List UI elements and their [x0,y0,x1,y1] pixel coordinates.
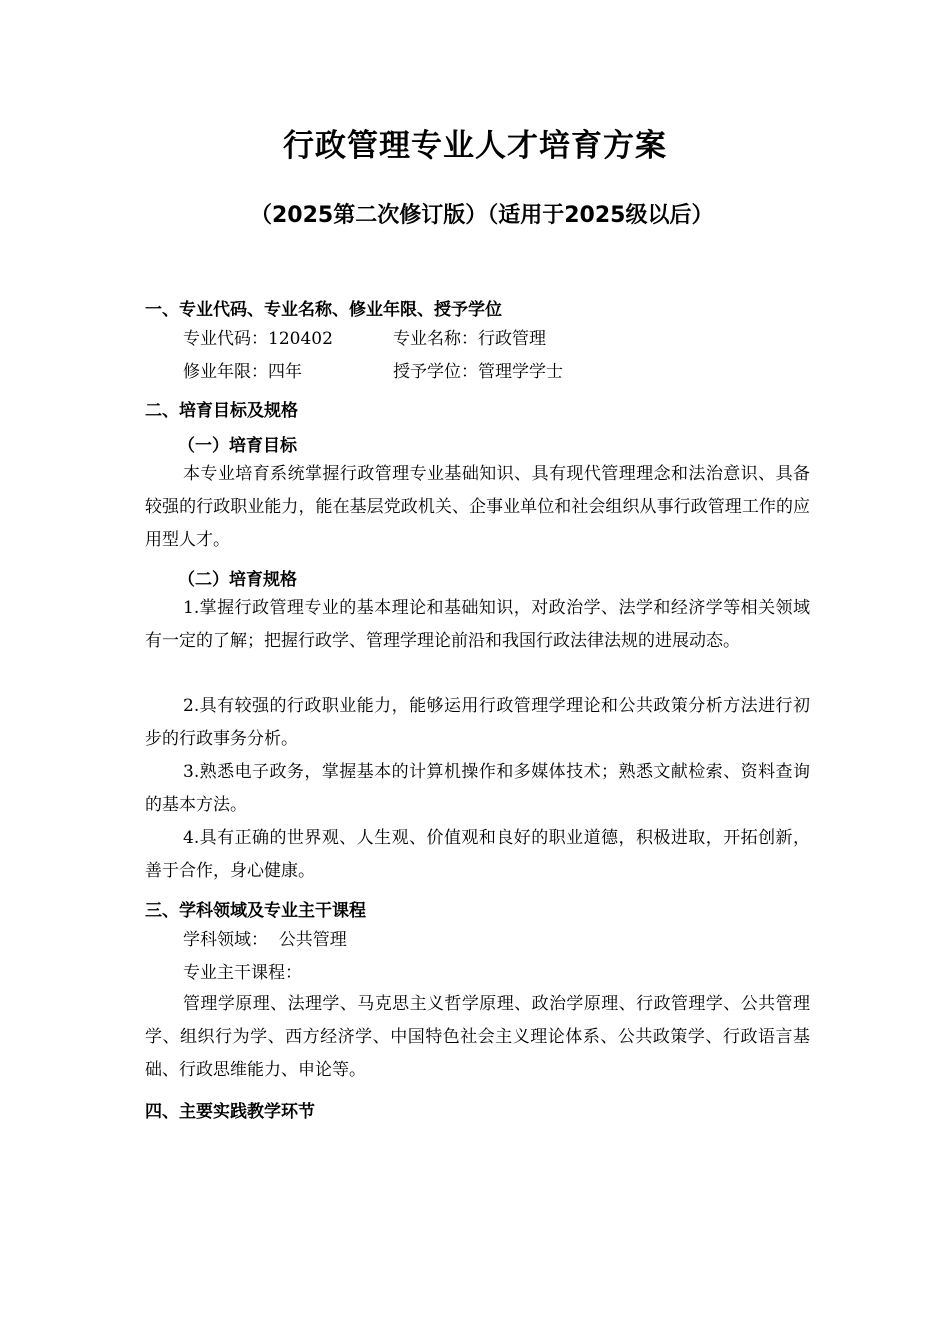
section1-heading: 一、专业代码、专业名称、修业年限、授予学位 [145,300,502,320]
section2-heading: 二、培育目标及规格 [145,401,298,421]
goal-heading: （一）培育目标 [178,436,297,456]
spec-item-4: 4.具有正确的世界观、人生观、价值观和良好的职业道德，积极进取，开拓创新，善于合作，身心健康。 [145,828,810,881]
major-code: 专业代码：120402 [183,329,333,349]
spec-item-1: 1.掌握行政管理专业的基本理论和基础知识，对政治学、法学和经济学等相关领域有一定的了解；把握行政学、管理学理论前沿和我国行政法律法规的进展动态。 [145,598,810,651]
core-courses-list: 管理学原理、法理学、马克思主义哲学原理、政治学原理、行政管理学、公共管理学、组织行为学、西方经济学、中国特色社会主义理论体系、公共政策学、行政语言基础、行政思维能力、申论等。 [145,994,810,1080]
document-subtitle: （2025第二次修订版）（适用于2025级以后） [250,203,714,228]
spec-item-3: 3.熟悉电子政务，掌握基本的计算机操作和多媒体技术；熟悉文献检索、资料查询的基本方法。 [145,762,810,815]
study-years: 修业年限：四年 [183,362,302,382]
degree-awarded: 授予学位：管理学学士 [393,362,563,382]
spec-heading: （二）培育规格 [178,570,297,590]
document-title: 行政管理专业人才培育方案 [283,128,667,164]
goal-paragraph: 本专业培育系统掌握行政管理专业基础知识、具有现代管理理念和法治意识、具备较强的行政职业能力，能在基层党政机关、企事业单位和社会组织从事行政管理工作的应用型人才。 [145,464,810,550]
subject-field: 学科领域： 公共管理 [183,930,347,950]
spec-item-2: 2.具有较强的行政职业能力，能够运用行政管理学理论和公共政策分析方法进行初步的行政事务分析。 [145,696,810,749]
major-name: 专业名称：行政管理 [393,329,546,349]
section3-heading: 三、学科领域及专业主干课程 [145,901,366,921]
section4-heading: 四、主要实践教学环节 [145,1102,315,1122]
core-courses-label: 专业主干课程： [183,963,302,983]
